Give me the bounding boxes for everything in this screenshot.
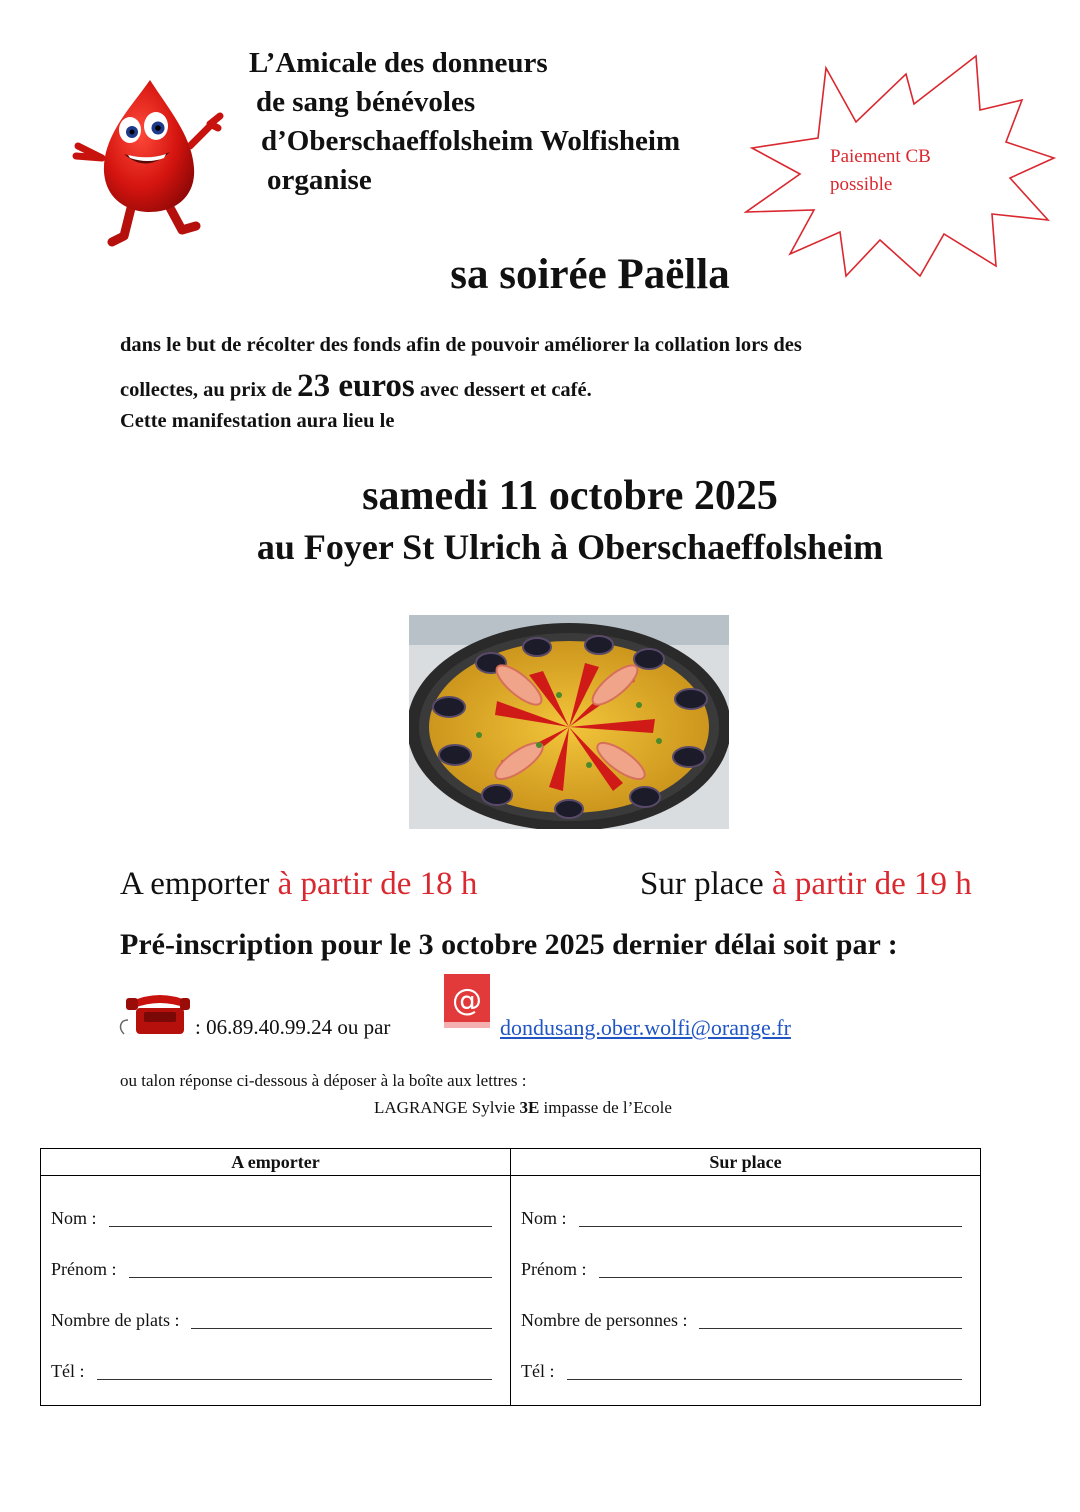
- field-label: Tél :: [521, 1361, 555, 1381]
- blood-drop-mascot-icon: [72, 76, 232, 248]
- fill-line[interactable]: [191, 1328, 492, 1329]
- address-name: LAGRANGE Sylvie: [374, 1098, 520, 1117]
- reply-slip-address: [374, 1098, 672, 1118]
- takeaway-label: A emporter: [120, 866, 270, 902]
- takeaway-time-value: à partir de 18 h: [277, 866, 478, 902]
- onsite-name-field[interactable]: [511, 1182, 980, 1233]
- svg-text:@: @: [452, 983, 482, 1018]
- onsite-column-header: Sur place: [511, 1149, 981, 1176]
- preregistration-notice: Pré-inscription pour le 3 octobre 2025 dernier délai soit par :: [120, 928, 898, 961]
- onsite-phone-field[interactable]: [511, 1335, 980, 1386]
- org-line-4: organise: [267, 164, 372, 196]
- intro-line-2: [120, 368, 592, 405]
- reply-slip-instructions: ou talon réponse ci-dessous à déposer à la boîte aux lettres :: [120, 1071, 527, 1090]
- paella-photo: [409, 615, 729, 829]
- payment-badge-line-2: possible: [830, 174, 893, 195]
- payment-badge-line-1: Paiement CB: [830, 146, 931, 167]
- field-label: Nom :: [521, 1208, 567, 1228]
- onsite-time: [640, 866, 972, 903]
- field-label: Nombre de personnes :: [521, 1310, 688, 1330]
- intro-line-1: dans le but de récolter des fonds afin de pouvoir améliorer la collation lors des: [120, 334, 802, 356]
- fill-line[interactable]: [97, 1379, 493, 1380]
- fill-line[interactable]: [109, 1226, 492, 1227]
- takeaway-name-field[interactable]: [41, 1182, 510, 1233]
- takeaway-phone-field[interactable]: [41, 1335, 510, 1386]
- reply-form-table: [40, 1148, 981, 1406]
- fill-line[interactable]: [567, 1379, 963, 1380]
- intro-price-after: avec dessert et café.: [414, 379, 592, 401]
- intro-price-before: collectes, au prix de: [120, 379, 298, 401]
- address-street: impasse de l’Ecole: [539, 1098, 672, 1117]
- at-sign-icon: [444, 974, 490, 1030]
- event-title: sa soirée Paëlla: [450, 251, 730, 298]
- fill-line[interactable]: [579, 1226, 962, 1227]
- address-number: 3E: [519, 1098, 540, 1117]
- fill-line[interactable]: [599, 1277, 963, 1278]
- fill-line[interactable]: [129, 1277, 493, 1278]
- field-label: Tél :: [51, 1361, 85, 1381]
- onsite-firstname-field[interactable]: [511, 1233, 980, 1284]
- onsite-form-cell: [511, 1176, 981, 1406]
- price-value: 23 euros: [297, 368, 415, 404]
- takeaway-dishes-field[interactable]: [41, 1284, 510, 1335]
- onsite-time-value: à partir de 19 h: [771, 866, 972, 902]
- telephone-icon: [116, 990, 190, 1038]
- event-venue: au Foyer St Ulrich à Oberschaeffolsheim: [256, 527, 884, 567]
- takeaway-time: [120, 866, 477, 903]
- field-label: Prénom :: [51, 1259, 117, 1279]
- phone-number: : 06.89.40.99.24 ou par: [195, 1015, 391, 1039]
- onsite-people-field[interactable]: [511, 1284, 980, 1335]
- email-link[interactable]: dondusang.ober.wolfi@orange.fr: [500, 1015, 791, 1040]
- takeaway-column-header: A emporter: [41, 1149, 511, 1176]
- fill-line[interactable]: [699, 1328, 962, 1329]
- org-line-3: d’Oberschaeffolsheim Wolfisheim: [261, 125, 681, 157]
- org-line-1: L’Amicale des donneurs: [249, 47, 548, 79]
- onsite-label: Sur place: [640, 866, 764, 902]
- takeaway-form-cell: [41, 1176, 511, 1406]
- field-label: Nombre de plats :: [51, 1310, 180, 1330]
- event-date: samedi 11 octobre 2025: [362, 473, 778, 519]
- org-line-2: de sang bénévoles: [256, 86, 476, 118]
- payment-badge-text: [830, 143, 931, 199]
- takeaway-firstname-field[interactable]: [41, 1233, 510, 1284]
- intro-line-3: Cette manifestation aura lieu le: [120, 410, 395, 432]
- field-label: Prénom :: [521, 1259, 587, 1279]
- field-label: Nom :: [51, 1208, 97, 1228]
